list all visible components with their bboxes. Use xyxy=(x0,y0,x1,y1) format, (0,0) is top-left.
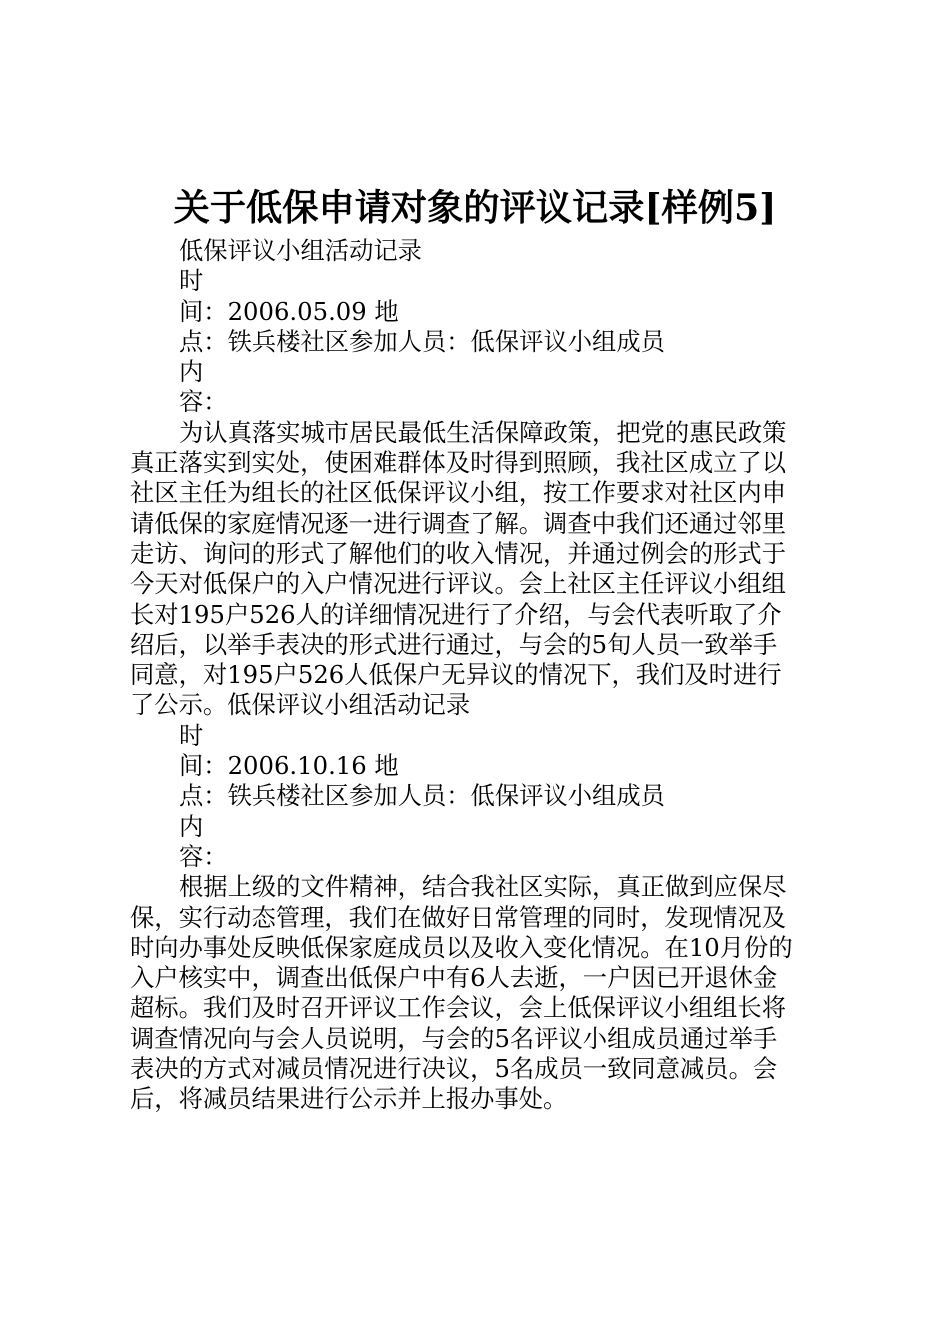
record1-body-line: 长对195户526人的详细情况进行了介绍，与会代表听取了介 xyxy=(130,599,782,629)
record1-body-line: 同意，对195户526人低保户无异议的情况下，我们及时进行 xyxy=(130,660,782,690)
record2-body-line: 超标。我们及时召开评议工作会议，会上低保评议小组组长将 xyxy=(130,993,787,1023)
record1-body-line: 社区主任为组长的社区低保评议小组，按工作要求对社区内申 xyxy=(130,478,787,508)
record2-body-line: 根据上级的文件精神，结合我社区实际，真正做到应保尽 xyxy=(179,872,787,902)
record2-content-line: 容： xyxy=(179,841,228,871)
record2-body-line: 入户核实中，调查出低保户中有6人去逝，一户因已开退休金 xyxy=(130,963,778,993)
record1-time-line: 间：2006.05.09 地 xyxy=(179,296,399,326)
record2-body-line: 保，实行动态管理，我们在做好日常管理的同时，发现情况及 xyxy=(130,902,787,932)
record1-place-line: 点：铁兵楼社区参加人员：低保评议小组成员 xyxy=(179,326,665,356)
record2-place-line: 点：铁兵楼社区参加人员：低保评议小组成员 xyxy=(179,781,665,811)
record1-content-line: 容： xyxy=(179,387,228,417)
record2-time-label: 时 xyxy=(179,720,204,750)
record2-content-label: 内 xyxy=(179,811,204,841)
record1-content-label: 内 xyxy=(179,357,204,387)
record1-body-line: 为认真落实城市居民最低生活保障政策，把党的惠民政策 xyxy=(179,417,787,447)
record1-body-line: 真正落实到实处，使困难群体及时得到照顾，我社区成立了以 xyxy=(130,448,787,478)
record1-body-line: 请低保的家庭情况逐一进行调查了解。调查中我们还通过邻里 xyxy=(130,508,787,538)
record1-body-line: 今天对低保户的入户情况进行评议。会上社区主任评议小组组 xyxy=(130,569,787,599)
record1-heading: 低保评议小组活动记录 xyxy=(179,236,422,265)
record2-body-line: 调查情况向与会人员说明，与会的5名评议小组成员通过举手 xyxy=(130,1023,778,1053)
record2-time-line: 间：2006.10.16 地 xyxy=(179,751,399,781)
document-title: 关于低保申请对象的评议记录[样例5] xyxy=(173,186,777,229)
record1-body-line: 绍后，以举手表决的形式进行通过，与会的5旬人员一致举手 xyxy=(130,629,778,659)
document-body xyxy=(130,236,830,1115)
record1-body-line: 了公示。低保评议小组活动记录 xyxy=(130,690,471,720)
record1-time-label: 时 xyxy=(179,266,204,296)
record2-body-line: 后，将减员结果进行公示并上报办事处。 xyxy=(130,1084,568,1114)
record1-body-line: 走访、询问的形式了解他们的收入情况，并通过例会的形式于 xyxy=(130,538,787,568)
record2-body-line: 表决的方式对减员情况进行决议，5名成员一致同意减员。会 xyxy=(130,1054,778,1084)
record2-body-line: 时向办事处反映低保家庭成员以及收入变化情况。在10月份的 xyxy=(130,932,793,962)
